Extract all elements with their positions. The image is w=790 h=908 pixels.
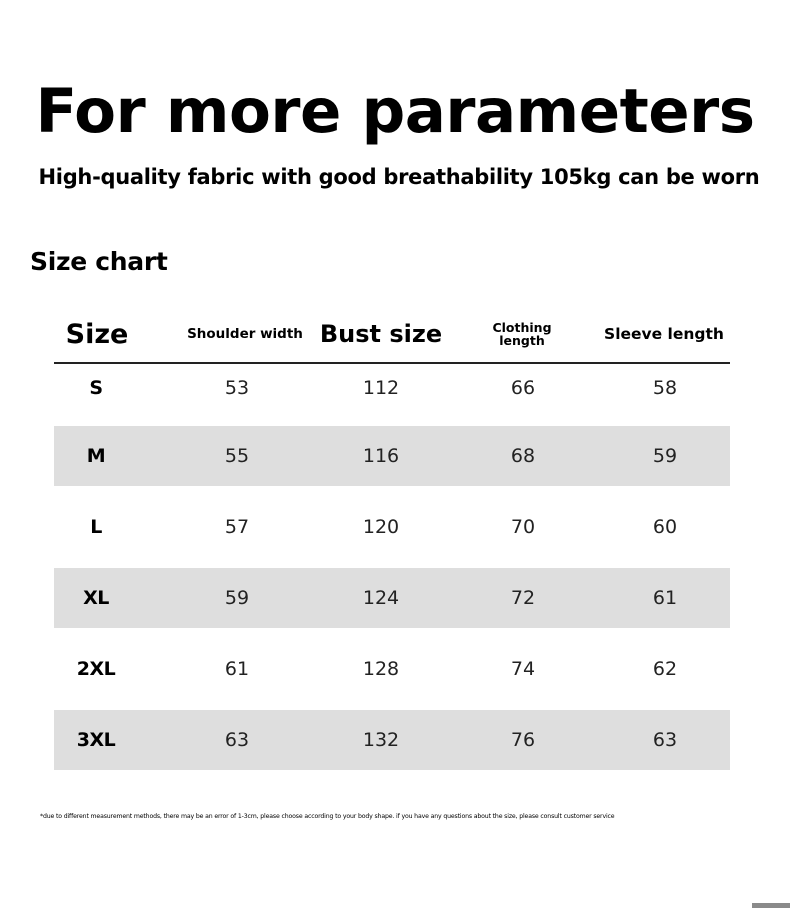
cell-shoulder-width: 63: [224, 728, 250, 751]
header-clothing-length: Clothing length: [492, 320, 552, 348]
table-row: [54, 497, 730, 557]
cell-size: 3XL: [76, 728, 116, 751]
cell-clothing-length: 74: [510, 657, 536, 680]
cell-shoulder-width: 59: [224, 586, 250, 609]
table-header: [54, 306, 730, 362]
section-title: Size chart: [30, 247, 168, 276]
header-shoulder-width: Shoulder width: [187, 326, 303, 342]
cell-shoulder-width: 57: [224, 515, 250, 538]
cell-shoulder-width: 53: [224, 376, 250, 399]
table-row: [54, 639, 730, 699]
header-sleeve-length: Sleeve length: [604, 325, 724, 343]
cell-size: XL: [83, 586, 109, 609]
page-title: For more parameters: [35, 76, 755, 147]
cell-size: S: [89, 376, 103, 399]
page-subtitle: High-quality fabric with good breathability 105kg can be worn: [38, 165, 760, 189]
cell-bust-size: 132: [362, 728, 400, 751]
cell-bust-size: 124: [362, 586, 400, 609]
cell-sleeve-length: 63: [652, 728, 678, 751]
cell-shoulder-width: 61: [224, 657, 250, 680]
cell-sleeve-length: 58: [652, 376, 678, 399]
cell-size: 2XL: [76, 657, 116, 680]
cell-bust-size: 120: [362, 515, 400, 538]
cell-size: L: [90, 515, 102, 538]
table-row: [54, 426, 730, 486]
header-bust-size: Bust size: [319, 320, 443, 348]
measurement-footnote: *due to different measurement methods, there may be an error of 1-3cm, please choose according to your body shape. if you have any questions about the size, please consult customer service: [40, 813, 615, 820]
scroll-indicator[interactable]: [752, 903, 790, 908]
size-chart-table: [54, 306, 730, 770]
cell-sleeve-length: 61: [652, 586, 678, 609]
cell-clothing-length: 66: [510, 376, 536, 399]
cell-sleeve-length: 60: [652, 515, 678, 538]
table-row: [54, 710, 730, 770]
cell-bust-size: 112: [362, 376, 400, 399]
cell-sleeve-length: 59: [652, 444, 678, 467]
cell-clothing-length: 68: [510, 444, 536, 467]
cell-bust-size: 116: [362, 444, 400, 467]
cell-size: M: [86, 444, 106, 467]
cell-clothing-length: 70: [510, 515, 536, 538]
cell-clothing-length: 76: [510, 728, 536, 751]
cell-sleeve-length: 62: [652, 657, 678, 680]
cell-clothing-length: 72: [510, 586, 536, 609]
cell-shoulder-width: 55: [224, 444, 250, 467]
cell-bust-size: 128: [362, 657, 400, 680]
header-size: Size: [65, 318, 129, 350]
table-row: [54, 568, 730, 628]
table-row: [54, 364, 730, 412]
